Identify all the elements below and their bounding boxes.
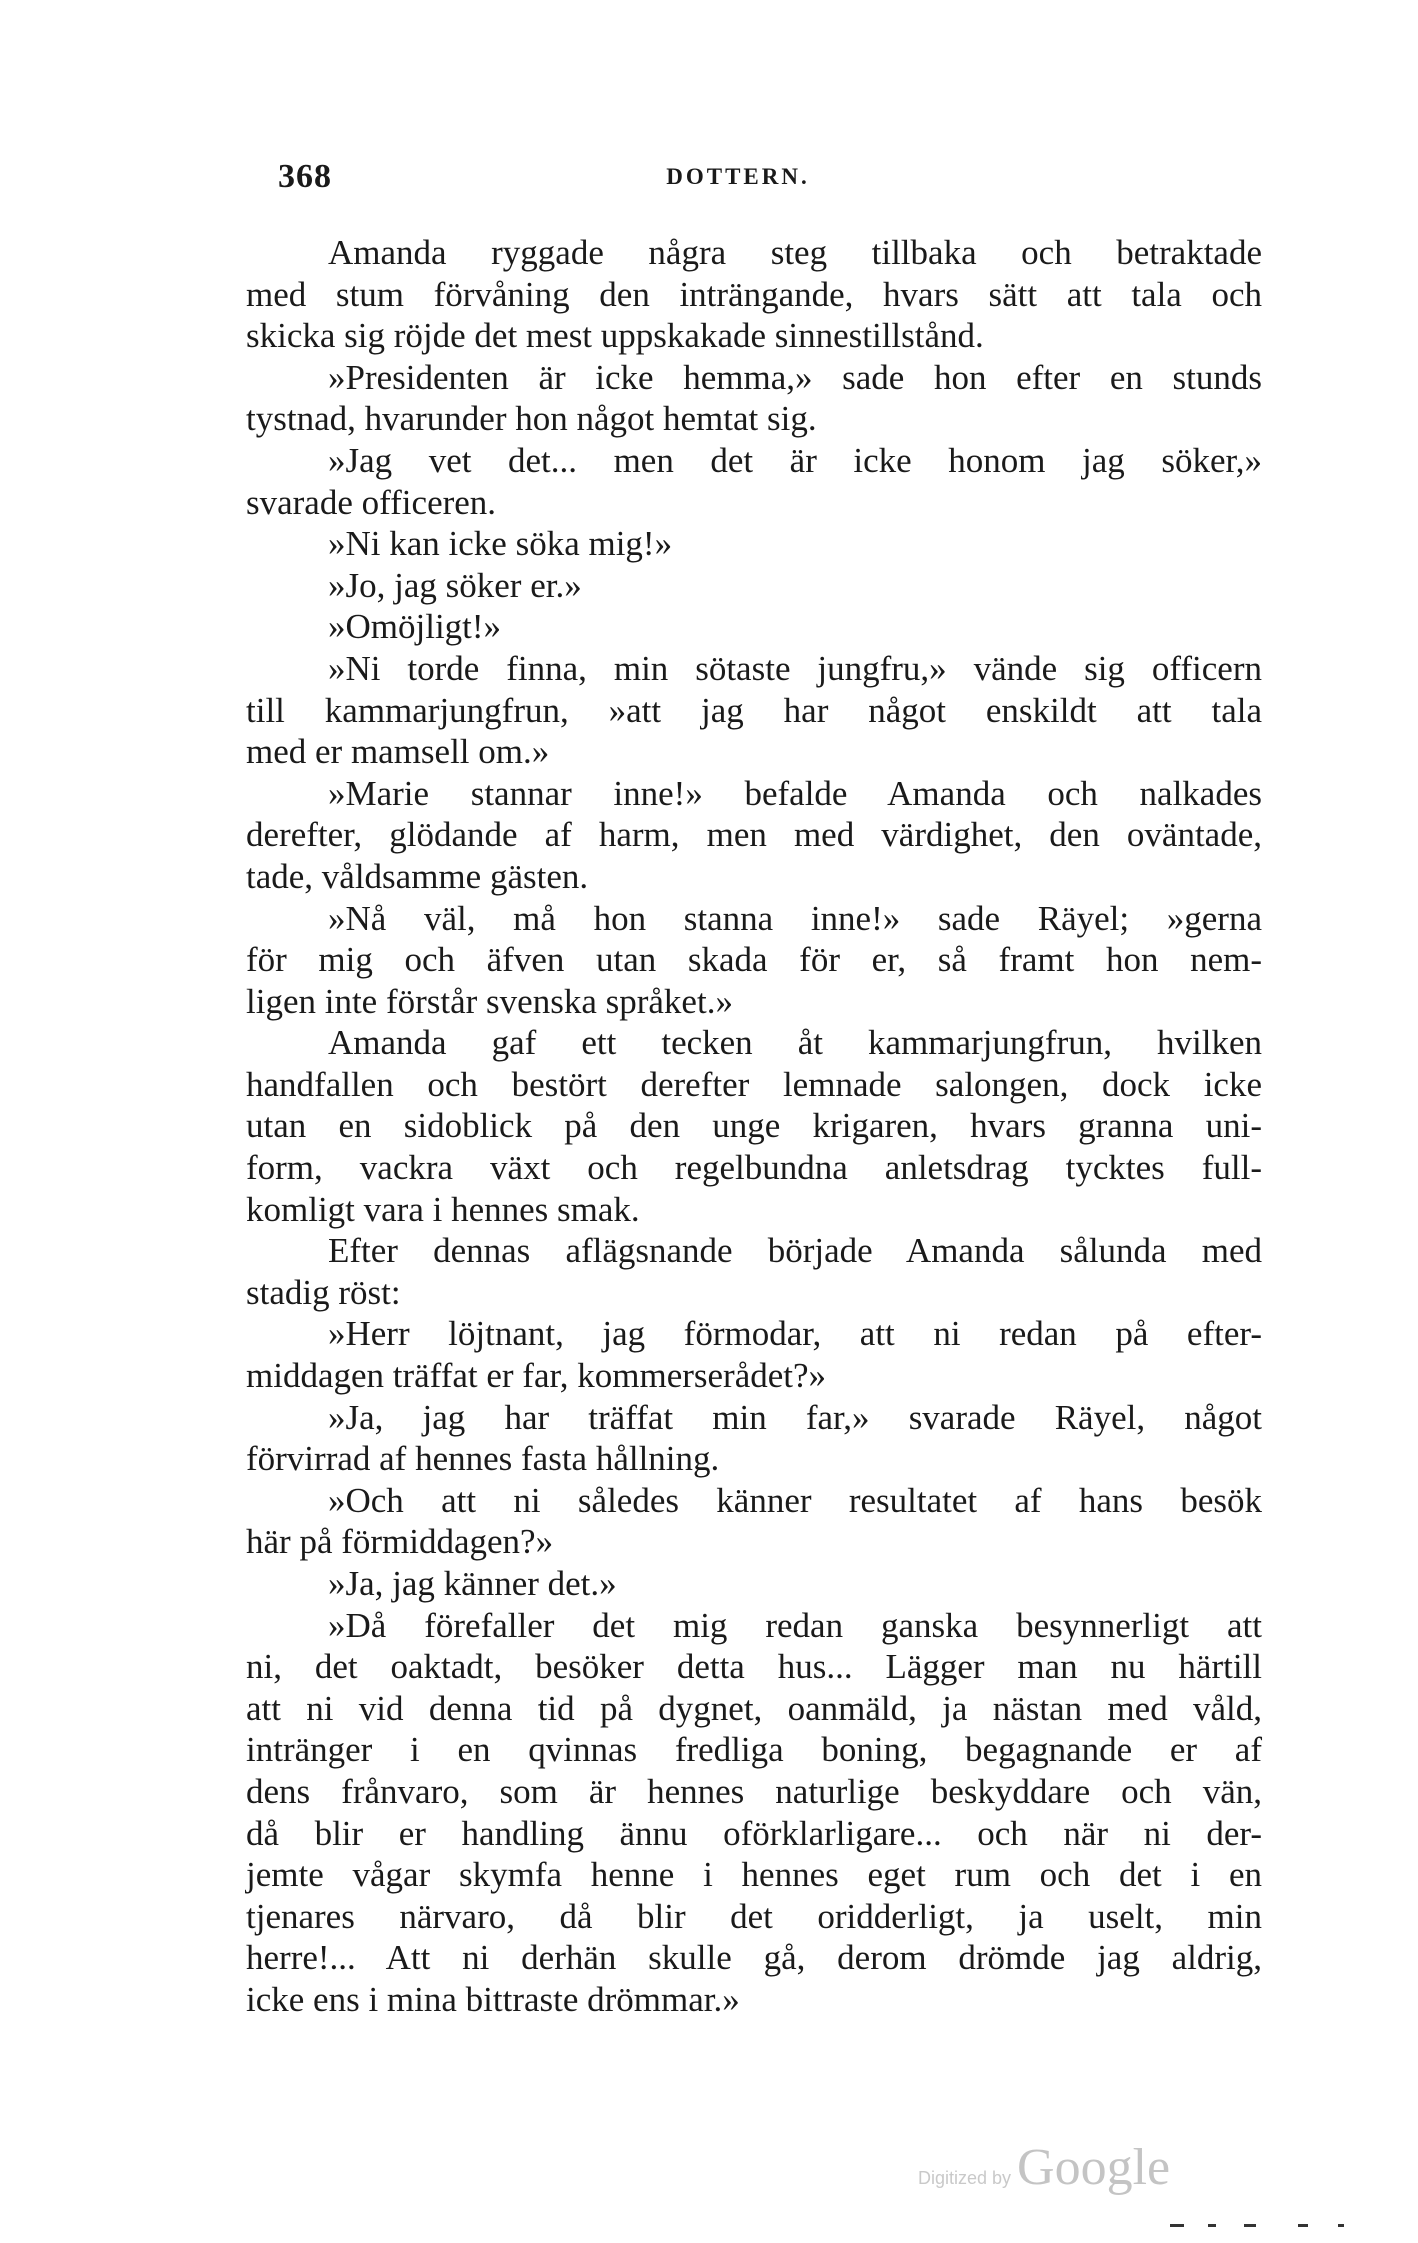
text-line: svarade officeren. <box>246 482 497 522</box>
text-line: Amanda gaf ett tecken åt kammarjungfrun, hvilken <box>328 1023 1262 1063</box>
page-header <box>278 158 1198 208</box>
text-line: att ni vid denna tid på dygnet, oanmäld, ja nästan med våld, <box>246 1688 1262 1728</box>
text-line: »Ni torde finna, min sötaste jungfru,» vände sig officern <box>328 648 1262 688</box>
text-line: då blir er handling ännu oförklarligare... och när ni der- <box>246 1813 1262 1853</box>
text-line: herre!... Att ni derhän skulle gå, derom drömde jag aldrig, <box>246 1938 1262 1978</box>
text-line: intränger i en qvinnas fredliga boning, begagnande er af <box>246 1730 1262 1770</box>
edge-mark <box>1208 2224 1216 2227</box>
page-number: 368 <box>278 158 332 195</box>
text-line: Amanda ryggade några steg tillbaka och betraktade <box>328 233 1262 272</box>
text-line: icke ens i mina bittraste drömmar.» <box>246 1979 740 2019</box>
text-line: jemte vågar skymfa henne i hennes eget rum och det i en <box>246 1855 1262 1895</box>
text-line: med stum förvåning den inträngande, hvars sätt att tala och <box>246 274 1262 314</box>
text-line: tjenares närvaro, då blir det oridderligt, ja uselt, min <box>246 1896 1262 1936</box>
text-line: »Då förefaller det mig redan ganska besynnerligt att <box>328 1605 1262 1645</box>
edge-mark <box>1338 2224 1344 2227</box>
text-line: form, vackra växt och regelbundna anletsdrag tycktes full- <box>246 1148 1262 1188</box>
text-line: »Ni kan icke söka mig!» <box>328 524 673 564</box>
text-line: »Herr löjtnant, jag förmodar, att ni redan på efter- <box>328 1314 1262 1354</box>
digitized-watermark <box>918 2138 1218 2198</box>
text-line: här på förmiddagen?» <box>246 1522 554 1562</box>
running-title: DOTTERN. <box>666 164 810 189</box>
edge-mark <box>1244 2224 1256 2227</box>
text-line: »Och att ni således känner resultatet af hans besök <box>328 1480 1262 1520</box>
text-line: »Jo, jag söker er.» <box>328 565 582 605</box>
text-line: utan en sidoblick på den unge krigaren, hvars granna uni- <box>246 1106 1262 1146</box>
watermark-prefix: Digitized by <box>918 2168 1012 2188</box>
text-line: till kammarjungfrun, »att jag har något enskildt att tala <box>246 690 1262 730</box>
text-line: ni, det oaktadt, besöker detta hus... Lägger man nu härtill <box>246 1647 1262 1687</box>
text-line: tade, våldsamme gästen. <box>246 856 589 896</box>
watermark-brand: Google <box>1017 2139 1171 2196</box>
text-line: Efter dennas aflägsnande började Amanda sålunda med <box>328 1231 1262 1271</box>
text-line: »Ja, jag har träffat min far,» svarade Räyel, något <box>328 1397 1262 1437</box>
text-line: »Jag vet det... men det är icke honom jag söker,» <box>328 440 1262 480</box>
text-line: med er mamsell om.» <box>246 732 550 772</box>
text-line: derefter, glödande af harm, men med värdighet, den oväntade, <box>246 815 1262 855</box>
text-line: »Omöjligt!» <box>328 607 502 647</box>
edge-marks <box>1170 2224 1410 2234</box>
edge-mark <box>1298 2224 1308 2227</box>
text-line: »Marie stannar inne!» befalde Amanda och nalkades <box>328 773 1262 813</box>
text-line: »Presidenten är icke hemma,» sade hon efter en stunds <box>328 357 1262 397</box>
body-text <box>246 232 1262 2021</box>
text-line: komligt vara i hennes smak. <box>246 1189 640 1229</box>
text-line: »Nå väl, må hon stanna inne!» sade Räyel; »gerna <box>328 898 1262 938</box>
text-line: handfallen och bestört derefter lemnade salongen, dock icke <box>246 1064 1262 1104</box>
edge-mark <box>1170 2224 1184 2227</box>
text-line: tystnad, hvarunder hon något hemtat sig. <box>246 399 817 439</box>
text-line: dens frånvaro, som är hennes naturlige beskyddare och vän, <box>246 1771 1262 1811</box>
text-line: middagen träffat er far, kommerserådet?» <box>246 1356 827 1396</box>
text-line: skicka sig röjde det mest uppskakade sinnestillstånd. <box>246 316 984 356</box>
text-line: stadig röst: <box>246 1272 401 1312</box>
text-line: »Ja, jag känner det.» <box>328 1564 617 1603</box>
text-line: för mig och äfven utan skada för er, så framt hon nem- <box>246 940 1262 980</box>
text-line: ligen inte förstår svenska språket.» <box>246 981 733 1021</box>
text-line: förvirrad af hennes fasta hållning. <box>246 1439 720 1479</box>
